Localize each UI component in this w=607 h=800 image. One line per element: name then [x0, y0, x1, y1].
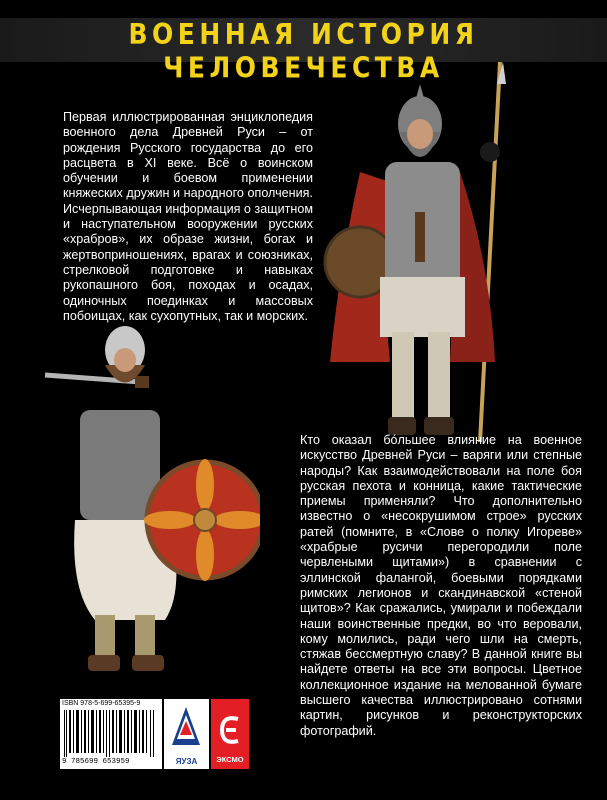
- yuza-logo-text: ЯУЗА: [175, 757, 198, 766]
- yuza-logo: [164, 699, 209, 769]
- barcode-bars: [64, 710, 158, 757]
- intro-paragraph: Первая иллюстрированная энциклопедия военного дела Древней Руси – от рождения Русского государства до его расцвета в XI веке. Всё о воинском обучении и боевом применении княжеских дружин и народного ополчения. Исчерпывающая информация о защитном и наступательном вооружении русских «храбров», их образе жизни, богах и жертвоприношениях, врагах и союзниках, стрелковой подготовке и навыках рукопашного боя, походах и осадах, одиночных поединках и массовых побоищах, как сухопутных, так и морских.: [63, 110, 313, 323]
- barcode-number: 9 785699 653959: [62, 758, 130, 766]
- yuza-emblem-icon: [170, 705, 203, 753]
- shieldbearer-illustration: [40, 320, 260, 690]
- eksmo-logo: [211, 699, 249, 769]
- barcode: [60, 699, 162, 769]
- eksmo-logo-text: ЭКСМО: [216, 755, 244, 764]
- isbn-label: ISBN 978-5-699-65395-9: [62, 700, 141, 707]
- series-title: ВОЕННАЯ ИСТОРИЯ ЧЕЛОВЕЧЕСТВА: [128, 17, 479, 85]
- eksmo-emblem-icon: [218, 713, 242, 747]
- questions-paragraph: Кто оказал бóльшее влияние на военное искусство Древней Руси – варяги или степные народы? Как взаимодействовали на поле боя русская пехота и конница, какие тактические приемы применяли? Что дополнительно известно о «несокрушимом строе» русских ратей (помните, в «Слове о полку Игореве» «храбрые русичи перегородили поле червлеными щитами») в сравнении с эллинской фалангой, боевыми порядками римских легионов и скандинавской «стеной щитов»? Как сражались, умирали и побеждали наши воинственные предки, во что веровали, кому молились, ради чего шли на смерть, стяжав бессмертную славу? В данной книге вы найдете ответы на все эти вопросы. Цветное коллекционное издание на мелованной бумаге высшего качества иллюстрировано сотнями картин, рисунков и реконструкторских фотографий.: [300, 433, 582, 738]
- spearman-illustration: [320, 62, 530, 442]
